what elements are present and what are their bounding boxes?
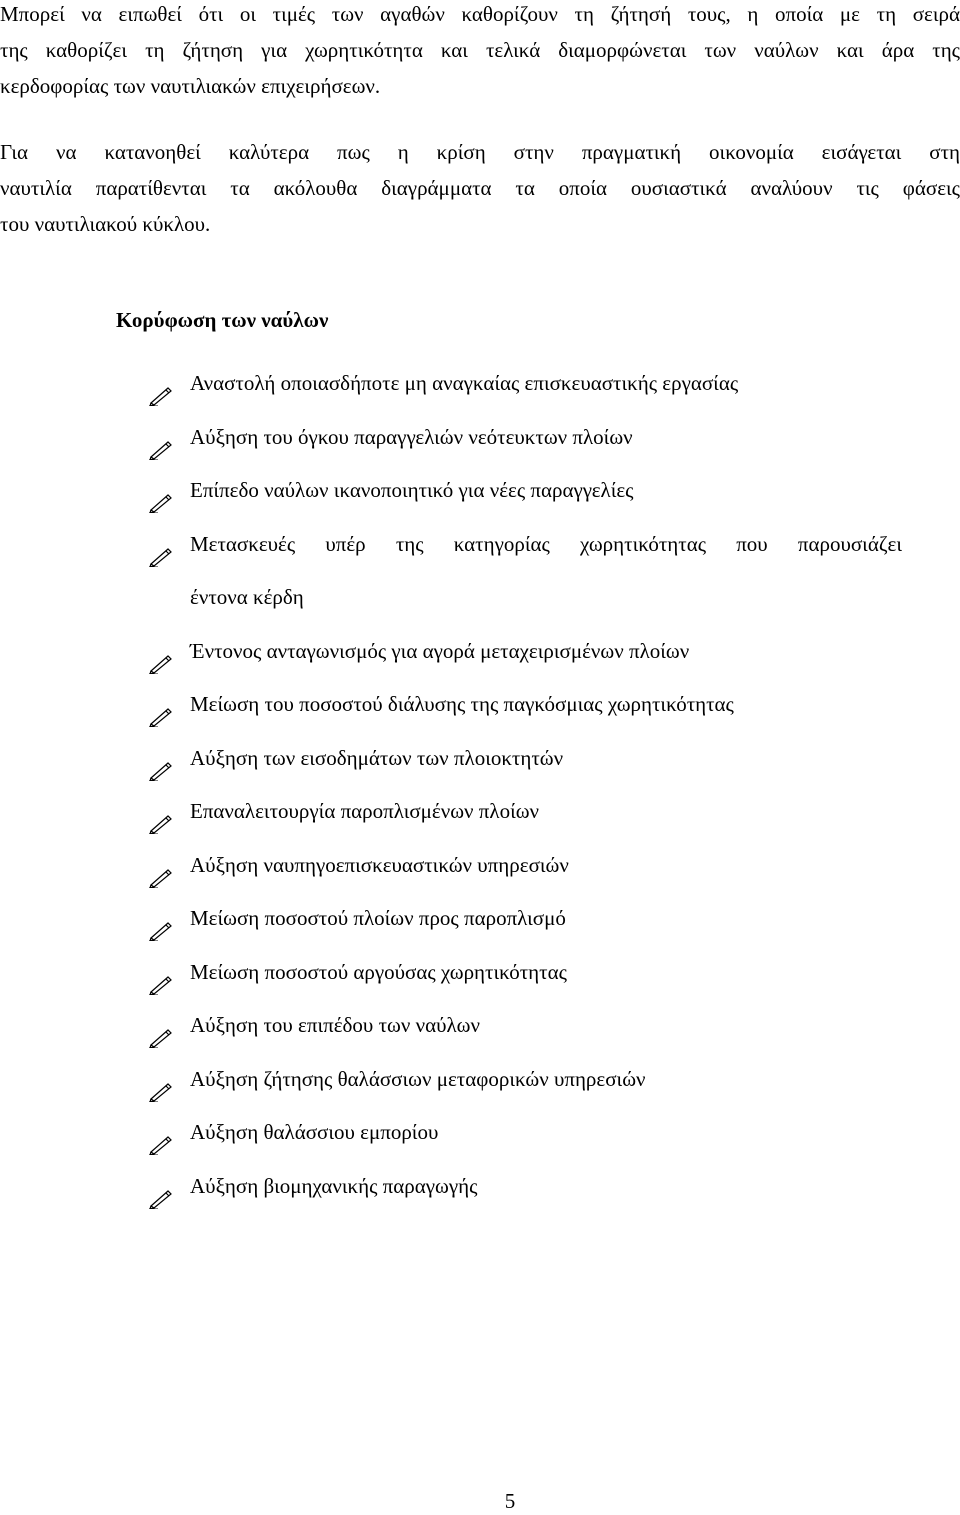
bullet-item (148, 411, 908, 465)
bullet-item (148, 1053, 908, 1107)
bullet-text: Αύξηση ναυπηγοεπισκευαστικών υπηρεσιών (190, 852, 569, 877)
paragraph-line: Μπορεί να ειπωθεί ότι οι τιμές των αγαθών καθορίζουν τη ζήτησή τους, η οποία με τη σειρά (0, 2, 960, 26)
paragraph-line: Για να κατανοηθεί καλύτερα πως η κρίση στην πραγματική οικονομία εισάγεται στη (0, 140, 960, 164)
paragraph-line: ναυτιλία παρατίθενται τα ακόλουθα διαγράμματα τα οποία ουσιαστικά αναλύουν τις φάσεις (0, 176, 960, 200)
bullet-text: Αύξηση των εισοδημάτων των πλοιοκτητών (190, 745, 564, 770)
bullet-item (148, 785, 908, 839)
pencil-icon (148, 534, 174, 556)
pencil-icon (148, 1176, 174, 1198)
pencil-icon (148, 855, 174, 877)
bullet-text: Αύξηση θαλάσσιου εμπορίου (190, 1120, 439, 1144)
bullet-text: Έντονος ανταγωνισμός για αγορά μεταχειρισμένων πλοίων (190, 638, 690, 663)
pencil-icon (148, 1015, 174, 1037)
bullet-item (148, 946, 908, 1000)
bullet-text: Μείωση ποσοστού αργούσας χωρητικότητας (190, 959, 567, 984)
pencil-icon (148, 480, 174, 502)
bullet-text: Μετασκευές υπέρ της κατηγορίας χωρητικότητας που παρουσιάζει (190, 531, 902, 556)
page-number: 5 (504, 1489, 516, 1513)
pencil-icon (148, 427, 174, 449)
bullet-text: Επαναλειτουργία παροπλισμένων πλοίων (190, 799, 540, 823)
bullet-item (148, 518, 908, 625)
bullet-item (148, 892, 908, 946)
bullet-item (148, 464, 908, 518)
paragraph-line: του ναυτιλιακού κύκλου. (0, 212, 211, 236)
pencil-icon (148, 801, 174, 823)
bullet-text: Αναστολή οποιασδήποτε μη αναγκαίας επισκευαστικής εργασίας (190, 371, 739, 395)
bullet-item (148, 999, 908, 1053)
bullet-item (148, 678, 908, 732)
bullet-item (148, 1106, 908, 1160)
context-paragraph (0, 134, 960, 242)
pencil-icon (148, 641, 174, 663)
bullet-text-continuation: έντονα κέρδη (190, 585, 304, 609)
bullet-item (148, 732, 908, 786)
bullet-text: Μείωση ποσοστού πλοίων προς παροπλισμό (190, 906, 566, 930)
pencil-icon (148, 748, 174, 770)
bullet-text: Αύξηση ζήτησης θαλάσσιων μεταφορικών υπηρεσιών (190, 1066, 646, 1091)
pencil-icon (148, 1122, 174, 1144)
pencil-icon (148, 694, 174, 716)
intro-paragraph (0, 0, 960, 104)
section-heading: Κορύφωση των ναύλων (116, 308, 329, 332)
pencil-icon (148, 1069, 174, 1091)
bullet-list (148, 357, 908, 1213)
bullet-text: Αύξηση του επιπέδου των ναύλων (190, 1013, 480, 1037)
pencil-icon (148, 373, 174, 395)
pencil-icon (148, 908, 174, 930)
bullet-text: Αύξηση του όγκου παραγγελιών νεότευκτων πλοίων (190, 424, 633, 449)
bullet-item (148, 625, 908, 679)
bullet-item (148, 839, 908, 893)
bullet-item (148, 1160, 908, 1214)
bullet-text: Επίπεδο ναύλων ικανοποιητικό για νέες παραγγελίες (190, 478, 634, 502)
bullet-text: Μείωση του ποσοστού διάλυσης της παγκόσμιας χωρητικότητας (190, 692, 734, 716)
bullet-text: Αύξηση βιομηχανικής παραγωγής (190, 1173, 478, 1198)
pencil-icon (148, 962, 174, 984)
paragraph-line: της καθορίζει τη ζήτηση για χωρητικότητα και τελικά διαμορφώνεται των ναύλων και άρα της (0, 38, 960, 62)
paragraph-line: κερδοφορίας των ναυτιλιακών επιχειρήσεων. (0, 74, 381, 98)
bullet-item (148, 357, 908, 411)
